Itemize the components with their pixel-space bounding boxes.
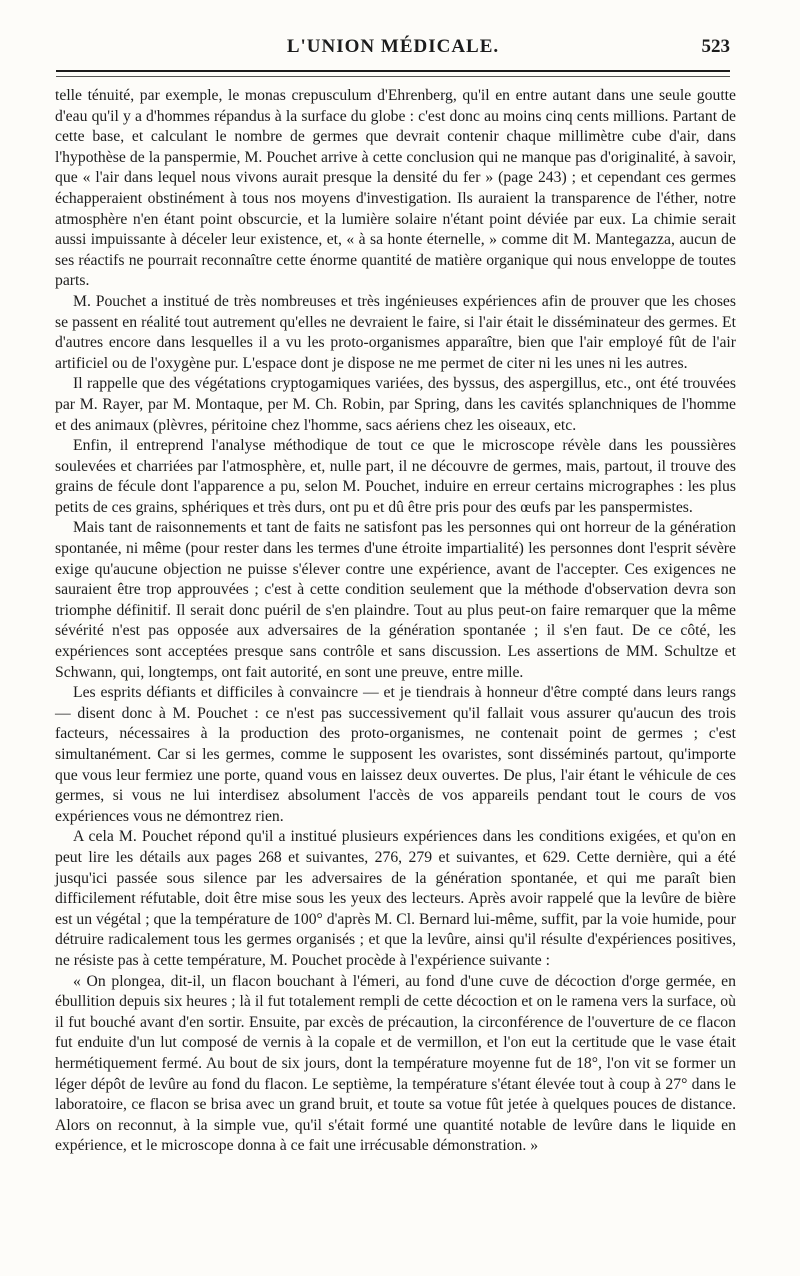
paragraph-5: Mais tant de raisonnements et tant de faits ne satisfont pas les personnes qui ont horreur de la génération spontanée, ni même (pour rester dans les termes d'une étroite impartialité) les personnes dont l'esprit sévère exige qu'aucune objection ne puisse s'élever contre une expérience, avant de l'accepter. Ces exigences ne sauraient être trop approuvées ; c'est à cette condition seulement que la méthode d'observation devra son triomphe définitif. Il serait donc puéril de s'en plaindre. Tout au plus peut-on faire remarquer que la même sévérité n'est pas opposée aux adversaires de la génération spontanée ; il s'en faut. De ce côté, les expériences sont acceptées presque sans contrôle et sans discussion. Les assertions de MM. Schultze et Schwann, qui, longtemps, ont fait autorité, en sont une preuve, entre mille. [55, 519, 736, 681]
paragraph-3: Il rappelle que des végétations cryptogamiques variées, des byssus, des aspergillus, etc., ont été trouvées par M. Rayer, par M. Montaque, per M. Ch. Robin, par Spring, dans les cavités splanchniques de l'homme et des animaux (plèvres, péritoine chez l'homme, sacs aériens chez les oiseaux, etc. [55, 375, 736, 434]
paragraph-8: « On plongea, dit-il, un flacon bouchant à l'émeri, au fond d'une cuve de décoction d'orge germée, en ébullition depuis six heures ; là il fut totalement rempli de cette décoction et on le ramena vers la surface, où il fut bouché avant d'en sortir. Ensuite, par excès de précaution, la circonférence de l'ouverture de ce flacon fut enduite d'un lut composé de vernis à la copale et de vermillon, et l'on eut la certitude que le vase était hermétiquement fermé. Au bout de six jours, dont la température moyenne fut de 18°, l'on vit se former un léger dépôt de levûre au fond du flacon. Le septième, la température s'étant élevée tout à coup à 27° dans le laboratoire, ce flacon se brisa avec un grand bruit, et toute sa votue fût jetée à quelques pouces de distance. Alors on reconnut, à la simple vue, qu'il s'était formé une quantité notable de levûre dans le liquide en expérience, et le microscope donna à ce fait une irrécusable démonstration. » [55, 972, 736, 1155]
header-rule-thin [56, 76, 730, 77]
body-text [55, 86, 736, 1157]
paragraph-4: Enfin, il entreprend l'analyse méthodique de tout ce que le microscope révèle dans les poussières soulevées et charriées par l'atmosphère, et, nulle part, il ne découvre de germes, mais, partout, il trouve des grains de fécule dont l'apparence a pu, selon M. Pouchet, induire en erreur certains micrographes : les plus petits de ces grains, sphériques et très durs, ont pu et dû être pris pour des œufs par les panspermistes. [55, 437, 736, 516]
paragraph-7: A cela M. Pouchet répond qu'il a institué plusieurs expériences dans les conditions exigées, et qu'on en peut lire les détails aux pages 268 et suivantes, 276, 279 et suivantes, et 629. Cette dernière, qui a été jusqu'ici passée sous silence par les adversaires de la génération spontanée, et qui me paraît bien difficilement réfutable, doit être mise sous les yeux des lecteurs. Après avoir rappelé que la levûre de bière est un végétal ; que la température de 100° d'après M. Cl. Bernard lui-même, suffit, par la voie humide, pour détruire radicalement tous les germes organisés ; et que la levûre, ainsi qu'il résulte d'expériences positives, ne résiste pas à cette température, M. Pouchet procède à l'expérience suivante : [55, 828, 736, 969]
paragraph-6: Les esprits défiants et difficiles à convaincre — et je tiendrais à honneur d'être compté dans leurs rangs — disent donc à M. Pouchet : ce n'est pas successivement qu'il fallait vous assurer qu'aucun des trois facteurs, nécessaires à la production des proto-organismes, ne contenait point de germes ; c'est simultanément. Car si les germes, comme le supposent les ovaristes, sont disséminés partout, qu'importe que vous leur fermiez une porte, quand vous en laissez deux ouvertes. De plus, l'air étant le véhicule de ces germes, si vous ne lui interdisez absolument l'accès de vos appareils pendant tout le cours de vos expériences vous ne démontrez rien. [55, 684, 736, 825]
page-number: 523 [701, 36, 730, 57]
header-rule [56, 70, 730, 72]
paragraph-2: M. Pouchet a institué de très nombreuses et très ingénieuses expériences afin de prouver que les choses se passent en réalité tout autrement qu'elles ne devraient le faire, si l'air était le disséminateur des germes. Et d'autres encore dans lesquelles il a vu les proto-organismes apparaître, bien que l'air employé fût de l'air artificiel ou de l'oxygène pur. L'espace dont je dispose ne me permet de citer ni les unes ni les autres. [55, 292, 736, 372]
page-header [56, 36, 730, 70]
running-title: L'UNION MÉDICALE. [286, 36, 500, 57]
paragraph-1: telle ténuité, par exemple, le monas crepusculum d'Ehrenberg, qu'il en entre autant dans une seule goutte d'eau qu'il y a d'hommes répandus à la surface du globe : c'est donc au moins cinq cents millions. Partant de cette base, et calculant le nombre de germes que devrait contenir chaque millimètre cube d'air, dans l'hypothèse de la panspermie, M. Pouchet arrive à cette conclusion qui ne manque pas d'originalité, à savoir, que « l'air dans lequel nous vivons aurait presque la densité du fer » (page 243) ; et cependant ces germes échapperaient obstinément à tous nos moyens d'investigation. Ils auraient la transparence de l'éther, notre atmosphère n'en étant point obscurcie, et la lumière solaire n'étant point déviée par eux. La chimie serait aussi impuissante à déceler leur existence, et, « à sa honte éternelle, » comme dit M. Mantegazza, aucun de ses réactifs ne pourrait reconnaître cette énorme quantité de matière organique qui nous enveloppe de toutes parts. [55, 87, 736, 290]
